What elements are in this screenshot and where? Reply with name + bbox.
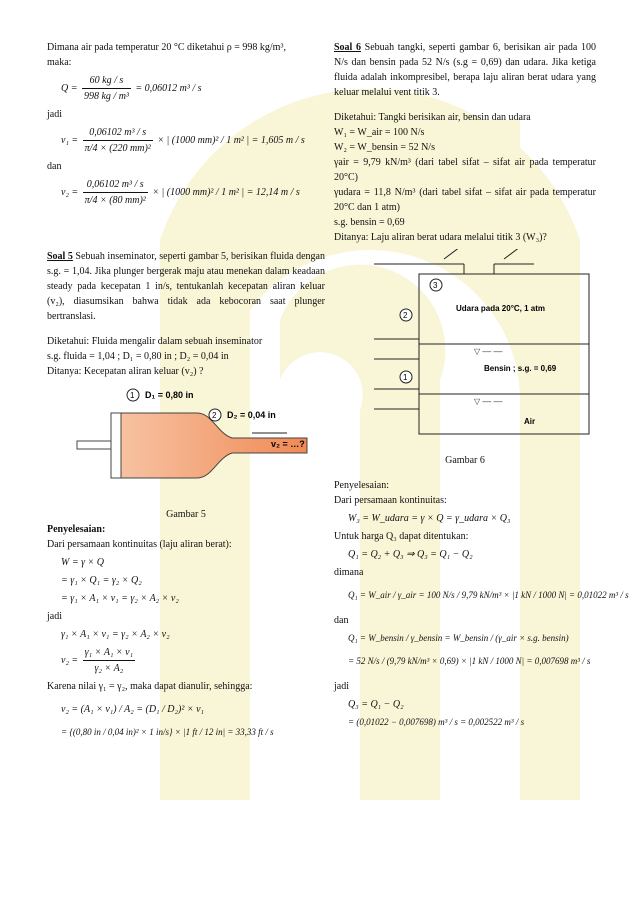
figure-6	[334, 249, 596, 449]
fig6-point2: 2	[403, 311, 408, 320]
fig5-caption: Gambar 5	[166, 509, 206, 520]
ditanya6: Ditanya: Laju aliran berat udara melalui titik 3 (W₃)?	[334, 232, 547, 243]
eq-w3-udara: W₃ = W_udara = γ × Q = γ_udara × Q₃	[348, 513, 511, 524]
penyelesaian6: Penyelesaian:	[334, 480, 389, 491]
right-column	[334, 40, 629, 733]
soal5-title: Soal 5	[47, 251, 73, 262]
eq-j2	[61, 645, 325, 676]
fig6-point1: 1	[403, 373, 408, 382]
untuk-line: Untuk harga Q₃ dapat ditentukan:	[334, 531, 469, 542]
soal6-title: Soal 6	[334, 42, 361, 53]
w2-line: W₂ = W_bensin = 52 N/s	[334, 142, 435, 153]
karena-line: Karena nilai γ₁ = γ₂, maka dapat dianulir, sehingga:	[47, 681, 253, 692]
tank-diagram	[334, 249, 596, 449]
fig6-point3: 3	[433, 281, 438, 290]
eq-j2-den: γ₂ × A₂	[94, 663, 124, 674]
w1-line: W₁ = W_air = 100 N/s	[334, 127, 425, 138]
eq-v2-num: 0,06102 m³ / s	[83, 177, 148, 193]
eq-k1: v₂ = (A₁ × v₁) / A₂ = (D₁ / D₂)² × v₁	[61, 704, 204, 715]
eq-v2-result: = 12,14 m / s	[246, 186, 300, 198]
gamma-air-line: γair = 9,79 kN/m³ (dari tabel sifat – sifat air pada temperatur 20°C)	[334, 157, 596, 183]
soal6-paragraph	[334, 40, 596, 100]
eq-r2: = (0,01022 − 0,007698) m³ / s = 0,002522 m³ / s	[348, 717, 525, 727]
eq-w2: = γ₁ × Q₁ = γ₂ × Q₂	[61, 575, 142, 586]
eq-j1: γ₁ × A₁ × v₁ = γ₂ × A₂ × v₂	[61, 629, 170, 640]
jadi5: jadi	[47, 611, 62, 622]
fig5-d1-label: D₁ = 0,80 in	[145, 390, 194, 400]
fig6-caption: Gambar 6	[445, 455, 485, 466]
jadi6: jadi	[334, 681, 349, 692]
soal5-text: Sebuah inseminator, seperti gambar 5, berisikan fluida dengan s.g. = 1,04. Jika plunger bergerak maju atau menekan dalam keadaan steady pada kecepatan 1 in/s, tentukanlah kecepatan aliran keluar (v₂), diasumsikan bahwa tidak ada kebocoran saat plunger bertranslasi.	[47, 251, 325, 322]
fig6-level-marks: ▽ ‒‒ ‒‒	[474, 347, 503, 356]
eq-w1: W = γ × Q	[61, 557, 104, 568]
sg-bensin-line: s.g. bensin = 0,69	[334, 217, 405, 228]
intro-maka: maka:	[47, 57, 72, 68]
jadi-label: jadi	[47, 109, 62, 120]
eq-q-num: 60 kg / s	[82, 73, 131, 89]
eq-q-den: 998 kg / m³	[83, 91, 129, 102]
soal6-text: Sebuah tangki, seperti gambar 6, berisikan air pada 100 N/s dan bensin pada 52 N/s (s.g = 0,69) dan udara. Jika ketiga fluida adalah inkompresibel, berapa laju aliran berat udara yang keluar melalui vent titik 3.	[334, 42, 597, 98]
fig6-udara-label: Udara pada 20°C, 1 atm	[456, 304, 546, 313]
dan-line: dan	[334, 615, 349, 626]
fig5-v2-label: v₂ = …?	[271, 439, 305, 449]
fig6-bensin-label: Bensin ; s.g. = 0,69	[484, 364, 557, 373]
eq-j2-lhs: v₂ =	[61, 654, 79, 666]
equation-v2	[61, 177, 325, 208]
eq-q2b: = 52 N/s / (9,79 kN/m³ × 0,69) × |1 kN / 1000 N| = 0,007698 m³ / s	[348, 656, 591, 666]
inseminator-diagram	[47, 383, 325, 503]
eq-k2: = {(0,80 in / 0,04 in)² × 1 in/s} × |1 ft / 12 in| = 33,33 ft / s	[61, 727, 274, 737]
eq-r1: Q₃ = Q₁ − Q₂	[348, 699, 404, 710]
dimana-line: dimana	[334, 567, 364, 578]
eq-w3: = γ₁ × A₁ × v₁ = γ₂ × A₂ × v₂	[61, 593, 179, 604]
eq-v1-den: π/4 × (220 mm)²	[84, 143, 151, 154]
intro-line: Dimana air pada temperatur 20 °C diketahui ρ = 998 kg/m³,	[47, 42, 286, 53]
fig6-air-label: Air	[524, 417, 536, 426]
ditanya5: Ditanya: Kecepatan aliran keluar (v₂) ?	[47, 366, 204, 377]
gamma-udara-line: γudara = 11,8 N/m³ (dari tabel sifat – sifat air pada temperatur 20°C dan 1 atm)	[334, 187, 596, 213]
eq-v1-lhs: v₁ =	[61, 134, 79, 146]
penyelesaian5: Penyelesaian:	[47, 524, 106, 535]
soal5-paragraph	[47, 249, 325, 324]
eq-j2-num: γ₁ × A₁ × v₁	[83, 645, 135, 661]
fig5-d2-label: D₂ = 0,04 in	[227, 410, 276, 420]
fig5-point2: 2	[212, 411, 217, 420]
fig5-point1: 1	[130, 391, 135, 400]
eq-v2-conv: × | (1000 mm)² / 1 m² |	[152, 186, 245, 198]
left-column	[47, 40, 325, 743]
dan-label: dan	[47, 161, 62, 172]
fig6-level-marks2: ▽ ‒‒ ‒‒	[474, 397, 503, 406]
equation-q: Q = $\frac{60 kg / s}{\text{998 kg / m³}}$ = 0,06012 m³ / s	[61, 75, 202, 102]
eq-v1-result: = 1,605 m / s	[251, 134, 305, 146]
sg5: s.g. fluida = 1,04 ; D₁ = 0,80 in ; D₂ = 0,04 in	[47, 351, 229, 362]
eq-v2-lhs: v₂ =	[61, 186, 79, 198]
figure-5	[47, 383, 325, 503]
eq-v1-num: 0,06102 m³ / s	[83, 125, 153, 141]
kontinuitas5: Dari persamaan kontinuitas (laju aliran berat):	[47, 539, 232, 550]
kontinuitas6: Dari persamaan kontinuitas:	[334, 495, 447, 506]
diketahui6: Diketahui: Tangki berisikan air, bensin dan udara	[334, 112, 531, 123]
eq-q2a: Q₁ = W_bensin / γ_bensin = W_bensin / (γ_air × s.g. bensin)	[348, 633, 569, 643]
equation-v1	[61, 125, 325, 156]
eq-q-relation: Q₁ = Q₂ + Q₃ ⇒ Q₃ = Q₁ − Q₂	[348, 549, 473, 560]
diketahui5: Diketahui: Fluida mengalir dalam sebuah inseminator	[47, 336, 263, 347]
eq-v1-conv: × | (1000 mm)² / 1 m² |	[157, 134, 250, 146]
eq-v2-den: π/4 × (80 mm)²	[84, 195, 146, 206]
eq-q1: Q₁ = W_air / γ_air = 100 N/s / 9,79 kN/m³ × |1 kN / 1000 N| = 0,01022 m³ / s	[348, 590, 629, 600]
eq-q-result: = 0,06012 m³ / s	[135, 82, 202, 94]
